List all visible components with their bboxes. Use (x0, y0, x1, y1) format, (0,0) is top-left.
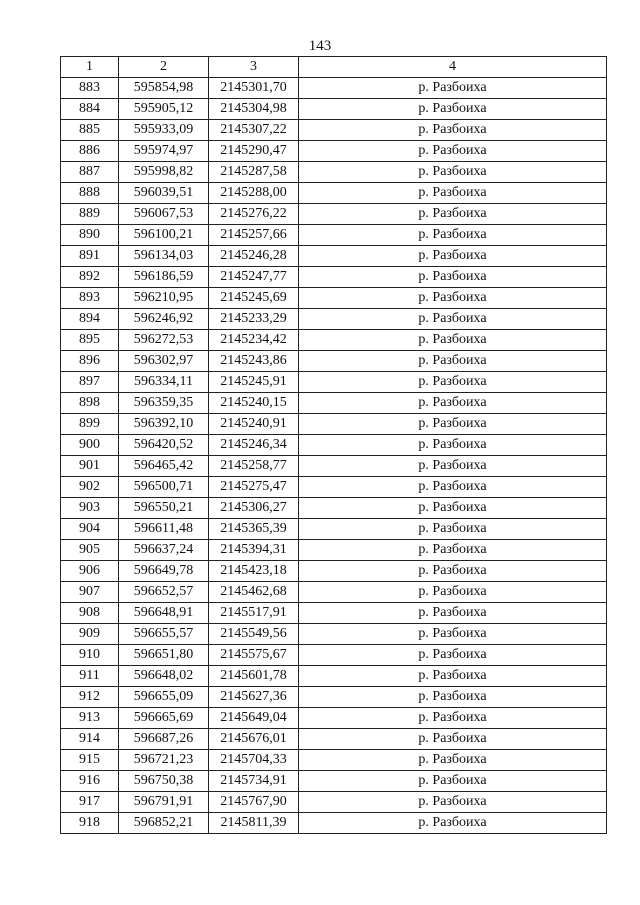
description-cell: р. Разбоиха (299, 813, 607, 834)
column-header-2: 2 (119, 57, 209, 78)
x-coordinate-cell: 596651,80 (119, 645, 209, 666)
point-number-cell: 895 (61, 330, 119, 351)
description-cell: р. Разбоиха (299, 141, 607, 162)
description-cell: р. Разбоиха (299, 519, 607, 540)
description-cell: р. Разбоиха (299, 330, 607, 351)
page-number: 143 (308, 38, 332, 54)
description-cell: р. Разбоиха (299, 288, 607, 309)
table-row (61, 519, 607, 540)
x-coordinate-cell: 596649,78 (119, 561, 209, 582)
x-coordinate-cell: 596655,57 (119, 624, 209, 645)
description-cell: р. Разбоиха (299, 78, 607, 99)
y-coordinate-cell: 2145287,58 (209, 162, 299, 183)
x-coordinate-cell: 595974,97 (119, 141, 209, 162)
x-coordinate-cell: 596392,10 (119, 414, 209, 435)
table-row (61, 183, 607, 204)
x-coordinate-cell: 596611,48 (119, 519, 209, 540)
y-coordinate-cell: 2145246,28 (209, 246, 299, 267)
description-cell: р. Разбоиха (299, 162, 607, 183)
description-cell: р. Разбоиха (299, 750, 607, 771)
point-number-cell: 908 (61, 603, 119, 624)
point-number-cell: 910 (61, 645, 119, 666)
description-cell: р. Разбоиха (299, 372, 607, 393)
description-cell: р. Разбоиха (299, 477, 607, 498)
description-cell: р. Разбоиха (299, 540, 607, 561)
description-cell: р. Разбоиха (299, 99, 607, 120)
y-coordinate-cell: 2145462,68 (209, 582, 299, 603)
x-coordinate-cell: 596665,69 (119, 708, 209, 729)
y-coordinate-cell: 2145288,00 (209, 183, 299, 204)
table-row (61, 750, 607, 771)
table-row (61, 162, 607, 183)
description-cell: р. Разбоиха (299, 456, 607, 477)
y-coordinate-cell: 2145575,67 (209, 645, 299, 666)
x-coordinate-cell: 596334,11 (119, 372, 209, 393)
point-number-cell: 904 (61, 519, 119, 540)
table-row (61, 393, 607, 414)
y-coordinate-cell: 2145233,29 (209, 309, 299, 330)
description-cell: р. Разбоиха (299, 708, 607, 729)
table-row (61, 792, 607, 813)
y-coordinate-cell: 2145601,78 (209, 666, 299, 687)
point-number-cell: 905 (61, 540, 119, 561)
y-coordinate-cell: 2145245,69 (209, 288, 299, 309)
table-row (61, 729, 607, 750)
description-cell: р. Разбоиха (299, 393, 607, 414)
point-number-cell: 906 (61, 561, 119, 582)
table-row (61, 414, 607, 435)
x-coordinate-cell: 596655,09 (119, 687, 209, 708)
description-cell: р. Разбоиха (299, 603, 607, 624)
point-number-cell: 909 (61, 624, 119, 645)
description-cell: р. Разбоиха (299, 687, 607, 708)
table-row (61, 477, 607, 498)
description-cell: р. Разбоиха (299, 120, 607, 141)
x-coordinate-cell: 596637,24 (119, 540, 209, 561)
point-number-cell: 912 (61, 687, 119, 708)
point-number-cell: 890 (61, 225, 119, 246)
x-coordinate-cell: 596302,97 (119, 351, 209, 372)
y-coordinate-cell: 2145246,34 (209, 435, 299, 456)
point-number-cell: 911 (61, 666, 119, 687)
table-row (61, 267, 607, 288)
x-coordinate-cell: 596550,21 (119, 498, 209, 519)
description-cell: р. Разбоиха (299, 414, 607, 435)
description-cell: р. Разбоиха (299, 792, 607, 813)
table-row (61, 99, 607, 120)
x-coordinate-cell: 596750,38 (119, 771, 209, 792)
point-number-cell: 889 (61, 204, 119, 225)
y-coordinate-cell: 2145290,47 (209, 141, 299, 162)
table-row (61, 687, 607, 708)
point-number-cell: 892 (61, 267, 119, 288)
y-coordinate-cell: 2145304,98 (209, 99, 299, 120)
y-coordinate-cell: 2145306,27 (209, 498, 299, 519)
point-number-cell: 897 (61, 372, 119, 393)
y-coordinate-cell: 2145240,91 (209, 414, 299, 435)
table-row (61, 708, 607, 729)
point-number-cell: 913 (61, 708, 119, 729)
x-coordinate-cell: 595905,12 (119, 99, 209, 120)
x-coordinate-cell: 596852,21 (119, 813, 209, 834)
point-number-cell: 907 (61, 582, 119, 603)
point-number-cell: 888 (61, 183, 119, 204)
description-cell: р. Разбоиха (299, 624, 607, 645)
point-number-cell: 883 (61, 78, 119, 99)
y-coordinate-cell: 2145247,77 (209, 267, 299, 288)
x-coordinate-cell: 595854,98 (119, 78, 209, 99)
point-number-cell: 915 (61, 750, 119, 771)
x-coordinate-cell: 596134,03 (119, 246, 209, 267)
point-number-cell: 918 (61, 813, 119, 834)
point-number-cell: 903 (61, 498, 119, 519)
description-cell: р. Разбоиха (299, 498, 607, 519)
y-coordinate-cell: 2145307,22 (209, 120, 299, 141)
table-row (61, 351, 607, 372)
point-number-cell: 887 (61, 162, 119, 183)
y-coordinate-cell: 2145676,01 (209, 729, 299, 750)
description-cell: р. Разбоиха (299, 729, 607, 750)
point-number-cell: 884 (61, 99, 119, 120)
point-number-cell: 885 (61, 120, 119, 141)
description-cell: р. Разбоиха (299, 204, 607, 225)
table-row (61, 204, 607, 225)
table-row (61, 330, 607, 351)
y-coordinate-cell: 2145394,31 (209, 540, 299, 561)
y-coordinate-cell: 2145517,91 (209, 603, 299, 624)
table-row (61, 561, 607, 582)
y-coordinate-cell: 2145243,86 (209, 351, 299, 372)
x-coordinate-cell: 596210,95 (119, 288, 209, 309)
coordinates-table (60, 56, 607, 834)
x-coordinate-cell: 596648,02 (119, 666, 209, 687)
table-row (61, 813, 607, 834)
column-header-4: 4 (299, 57, 607, 78)
table-row (61, 498, 607, 519)
table-row (61, 225, 607, 246)
description-cell: р. Разбоиха (299, 645, 607, 666)
x-coordinate-cell: 596100,21 (119, 225, 209, 246)
table-row (61, 582, 607, 603)
x-coordinate-cell: 596186,59 (119, 267, 209, 288)
x-coordinate-cell: 595998,82 (119, 162, 209, 183)
point-number-cell: 898 (61, 393, 119, 414)
table-row (61, 246, 607, 267)
x-coordinate-cell: 595933,09 (119, 120, 209, 141)
y-coordinate-cell: 2145767,90 (209, 792, 299, 813)
x-coordinate-cell: 596652,57 (119, 582, 209, 603)
y-coordinate-cell: 2145245,91 (209, 372, 299, 393)
description-cell: р. Разбоиха (299, 666, 607, 687)
table-row (61, 435, 607, 456)
description-cell: р. Разбоиха (299, 183, 607, 204)
x-coordinate-cell: 596465,42 (119, 456, 209, 477)
x-coordinate-cell: 596500,71 (119, 477, 209, 498)
table-row (61, 456, 607, 477)
description-cell: р. Разбоиха (299, 267, 607, 288)
point-number-cell: 899 (61, 414, 119, 435)
table-row (61, 78, 607, 99)
y-coordinate-cell: 2145234,42 (209, 330, 299, 351)
table-row (61, 372, 607, 393)
y-coordinate-cell: 2145240,15 (209, 393, 299, 414)
description-cell: р. Разбоиха (299, 225, 607, 246)
description-cell: р. Разбоиха (299, 246, 607, 267)
y-coordinate-cell: 2145627,36 (209, 687, 299, 708)
description-cell: р. Разбоиха (299, 582, 607, 603)
point-number-cell: 901 (61, 456, 119, 477)
point-number-cell: 896 (61, 351, 119, 372)
x-coordinate-cell: 596687,26 (119, 729, 209, 750)
x-coordinate-cell: 596272,53 (119, 330, 209, 351)
y-coordinate-cell: 2145811,39 (209, 813, 299, 834)
table-row (61, 120, 607, 141)
table-row (61, 603, 607, 624)
y-coordinate-cell: 2145365,39 (209, 519, 299, 540)
x-coordinate-cell: 596648,91 (119, 603, 209, 624)
y-coordinate-cell: 2145258,77 (209, 456, 299, 477)
point-number-cell: 893 (61, 288, 119, 309)
table-row (61, 771, 607, 792)
y-coordinate-cell: 2145276,22 (209, 204, 299, 225)
x-coordinate-cell: 596420,52 (119, 435, 209, 456)
description-cell: р. Разбоиха (299, 771, 607, 792)
point-number-cell: 886 (61, 141, 119, 162)
y-coordinate-cell: 2145704,33 (209, 750, 299, 771)
point-number-cell: 914 (61, 729, 119, 750)
description-cell: р. Разбоиха (299, 309, 607, 330)
point-number-cell: 917 (61, 792, 119, 813)
table-row (61, 309, 607, 330)
y-coordinate-cell: 2145423,18 (209, 561, 299, 582)
table-row (61, 540, 607, 561)
table-body (61, 78, 607, 834)
point-number-cell: 894 (61, 309, 119, 330)
column-header-3: 3 (209, 57, 299, 78)
point-number-cell: 900 (61, 435, 119, 456)
x-coordinate-cell: 596246,92 (119, 309, 209, 330)
y-coordinate-cell: 2145275,47 (209, 477, 299, 498)
x-coordinate-cell: 596721,23 (119, 750, 209, 771)
description-cell: р. Разбоиха (299, 435, 607, 456)
table-row (61, 288, 607, 309)
point-number-cell: 891 (61, 246, 119, 267)
y-coordinate-cell: 2145734,91 (209, 771, 299, 792)
x-coordinate-cell: 596067,53 (119, 204, 209, 225)
description-cell: р. Разбоиха (299, 351, 607, 372)
table-header-row (61, 57, 607, 78)
point-number-cell: 902 (61, 477, 119, 498)
x-coordinate-cell: 596359,35 (119, 393, 209, 414)
y-coordinate-cell: 2145549,56 (209, 624, 299, 645)
description-cell: р. Разбоиха (299, 561, 607, 582)
table-row (61, 624, 607, 645)
table-row (61, 645, 607, 666)
y-coordinate-cell: 2145301,70 (209, 78, 299, 99)
column-header-1: 1 (61, 57, 119, 78)
point-number-cell: 916 (61, 771, 119, 792)
x-coordinate-cell: 596791,91 (119, 792, 209, 813)
table-row (61, 666, 607, 687)
y-coordinate-cell: 2145649,04 (209, 708, 299, 729)
y-coordinate-cell: 2145257,66 (209, 225, 299, 246)
table-row (61, 141, 607, 162)
x-coordinate-cell: 596039,51 (119, 183, 209, 204)
